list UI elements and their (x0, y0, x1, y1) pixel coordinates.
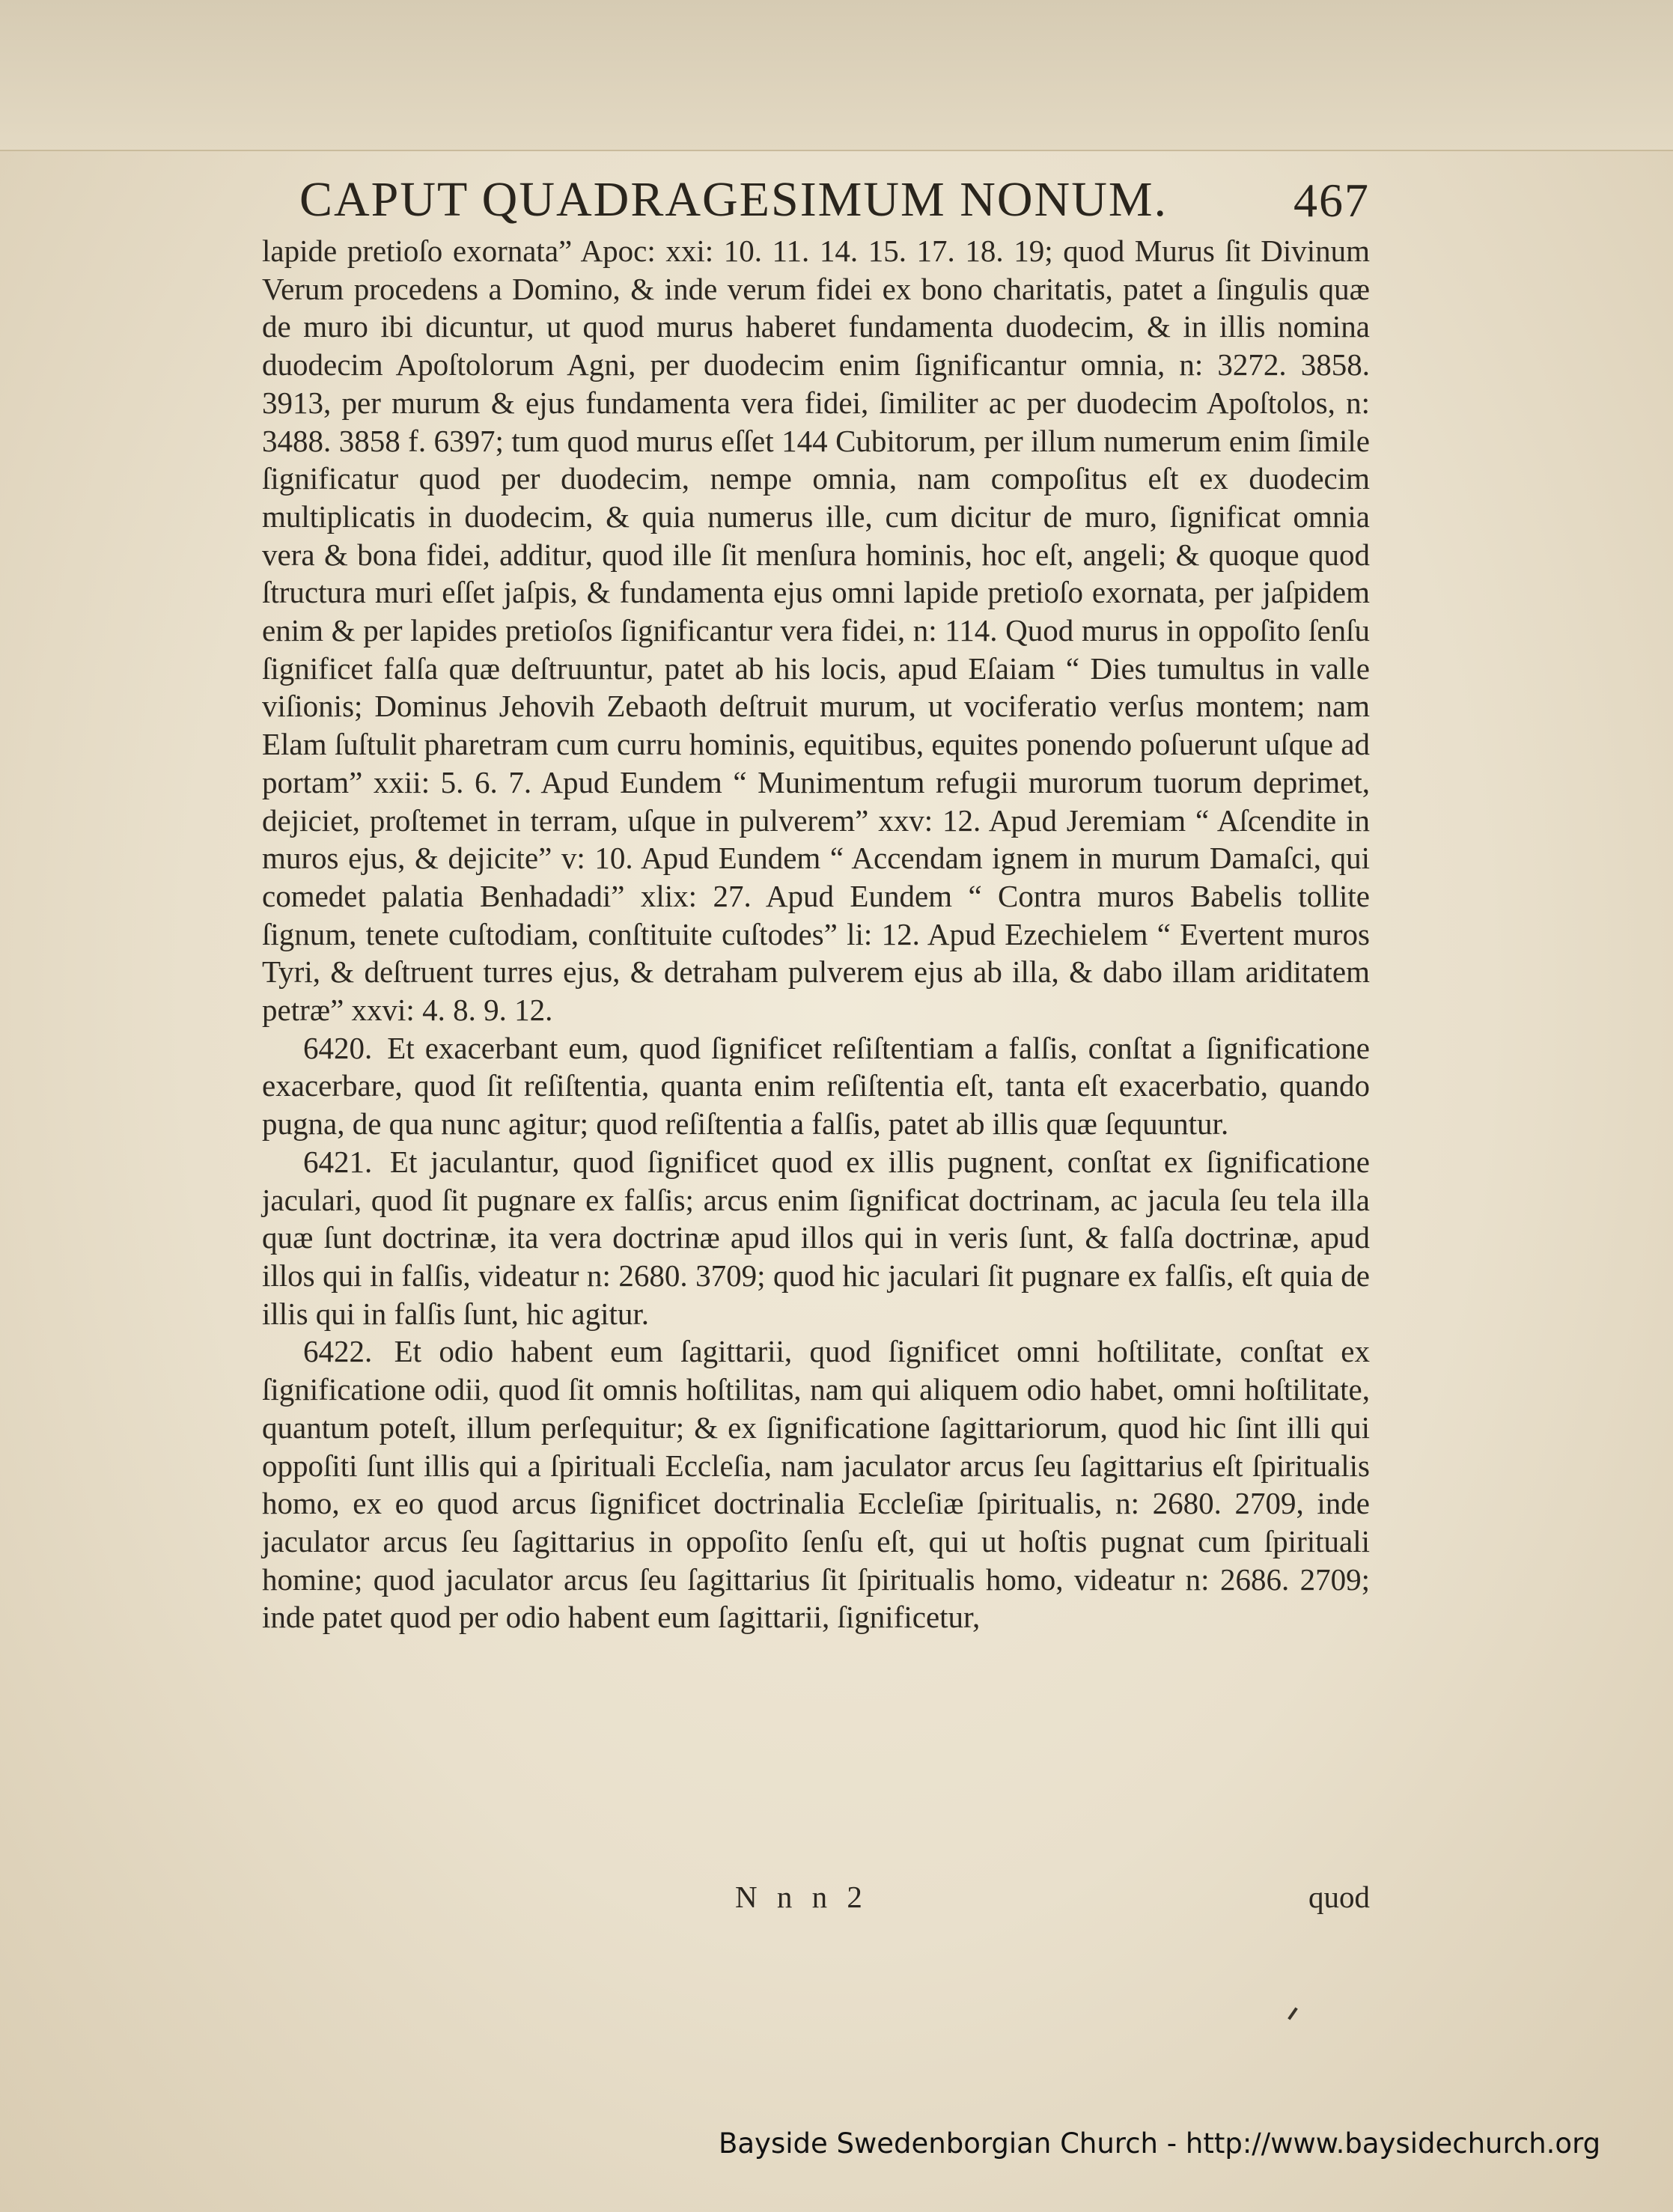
paragraph-6420 (262, 1029, 1370, 1143)
watermark-credit: Bayside Swedenborgian Church - http://www.baysidechurch.org (719, 2127, 1601, 2160)
page-number: 467 (1293, 174, 1370, 227)
paragraph-text: Et odio habent eum ſagittarii, quod ſignificet omni hoſtilitate, conſtat ex ſignificatione odii, quod ſit omnis hoſtilitas, nam qui aliquem odio habet, omni hoſtilitate, quantum poteſt, illum perſequitur; & ex ſignificatione ſagittariorum, quod hic ſint illi qui oppoſiti ſunt illis qui a ſpirituali Eccleſia, nam jaculator arcus ſeu ſagittarius eſt ſpiritualis homo, ex eo quod arcus ſignificet doctrinalia Eccleſiæ ſpiritualis, n: 2680. 2709, inde jaculator arcus ſeu ſagittarius in oppoſito ſenſu eſt, qui ut hoſtis pugnat cum ſpirituali homine; quod jaculator arcus ſeu ſagittarius ſit ſpiritualis homo, videatur n: 2686. 2709; inde patet quod per odio habent eum ſagittarii, ſignificetur, (262, 1334, 1371, 1635)
paragraph-text: lapide pretioſo exornata” Apoc: xxi: 10. 11. 14. 15. 17. 18. 19; quod Murus ſit Divinum Verum procedens a Domino, & inde verum fidei ex bono charitatis, patet a ſingulis quæ de muro ibi dicuntur, ut quod murus haberet fundamenta duodecim, & in illis nomina duodecim Apoſtolorum Agni, per duodecim enim ſignificantur omnia, n: 3272. 3858. 3913, per murum & ejus fundamenta vera fidei, ſimiliter ac per duodecim Apoſtolos, n: 3488. 3858 f. 6397; tum quod murus eſſet 144 Cubitorum, per illum numerum enim ſimile ſignificatur quod per duodecim, nempe omnia, nam compoſitus eſt ex duodecim multiplicatis in duodecim, & quia numerus ille, cum dicitur de muro, ſignificat omnia vera & bona fidei, additur, quod ille ſit menſura hominis, hoc eſt, angeli; & quoque quod ſtructura muri eſſet jaſpis, & fundamenta ejus omni lapide pretioſo exornata, per jaſpidem enim & per lapides pretioſos ſignificantur vera fidei, n: 114. Quod murus in oppoſito ſenſu ſignificet falſa quæ deſtruuntur, patet ab his locis, apud Eſaiam “ Dies tumultus in valle viſionis; Dominus Jehovih Zebaoth deſtruit murum, ut vociferatio verſus montem; nam Elam ſuſtulit pharetram cum curru hominis, equitibus, equites ponendo poſuerunt uſque ad portam” xxii: 5. 6. 7. Apud Eundem “ Munimentum refugii murorum tuorum deprimet, dejiciet, proſtemet in terram, uſque in pulverem” xxv: 12. Apud Jeremiam “ Aſcendite in muros ejus, & dejicite” v: 10. Apud Eundem “ Accendam ignem in murum Damaſci, qui comedet palatia Benhadadi” xlix: 27. Apud Eundem “ Contra muros Babelis tollite ſignum, tenete cuſtodiam, conſtituite cuſtodes” li: 12. Apud Ezechielem “ Evertent muros Tyri, & deſtruent turres ejus, & detraham pulverem ejus ab illa, & dabo illam ariditatem petræ” xxvi: 4. 8. 9. 12. (262, 234, 1370, 1028)
paragraph-number: 6421. (303, 1144, 373, 1179)
paragraph-number: 6422. (303, 1334, 373, 1369)
paragraph-text: Et exacerbant eum, quod ſignificet reſiſtentiam a falſis, conſtat a ſignificatione exacerbare, quod ſit reſiſtentia, quanta enim reſiſtentia eſt, tanta eſt exacerbatio, quando pugna, de qua nunc agitur; quod reſiſtentia a falſis, patet ab illis quæ ſequuntur. (262, 1030, 1370, 1142)
page-top-edge (0, 0, 1673, 151)
body-text (262, 232, 1370, 1636)
chapter-title: CAPUT QUADRAGESIMUM NONUM. (299, 172, 1168, 227)
paragraph-text: Et jaculantur, quod ſignificet quod ex illis pugnent, conſtat ex ſignificatione jaculari, quod ſit pugnare ex falſis; arcus enim ſignificat doctrinam, ac jacula ſeu tela illa quæ ſunt doctrinæ, ita vera doctrinæ apud illos qui in veris ſunt, & falſa doctrinæ, apud illos qui in falſis, videatur n: 2680. 3709; quod hic jaculari ſit pugnare ex falſis, eſt quia de illis qui in falſis ſunt, hic agitur. (262, 1144, 1370, 1331)
signature-mark: N n n 2 (735, 1880, 868, 1914)
ink-speck (1287, 2007, 1298, 2020)
paragraph-continuation (262, 232, 1370, 1029)
running-header (299, 153, 1370, 228)
paragraph-6421 (262, 1143, 1370, 1333)
catchword: quod (1308, 1880, 1370, 1914)
paragraph-6422 (262, 1332, 1370, 1636)
page-footer (262, 1879, 1370, 1924)
paragraph-number: 6420. (303, 1030, 373, 1065)
